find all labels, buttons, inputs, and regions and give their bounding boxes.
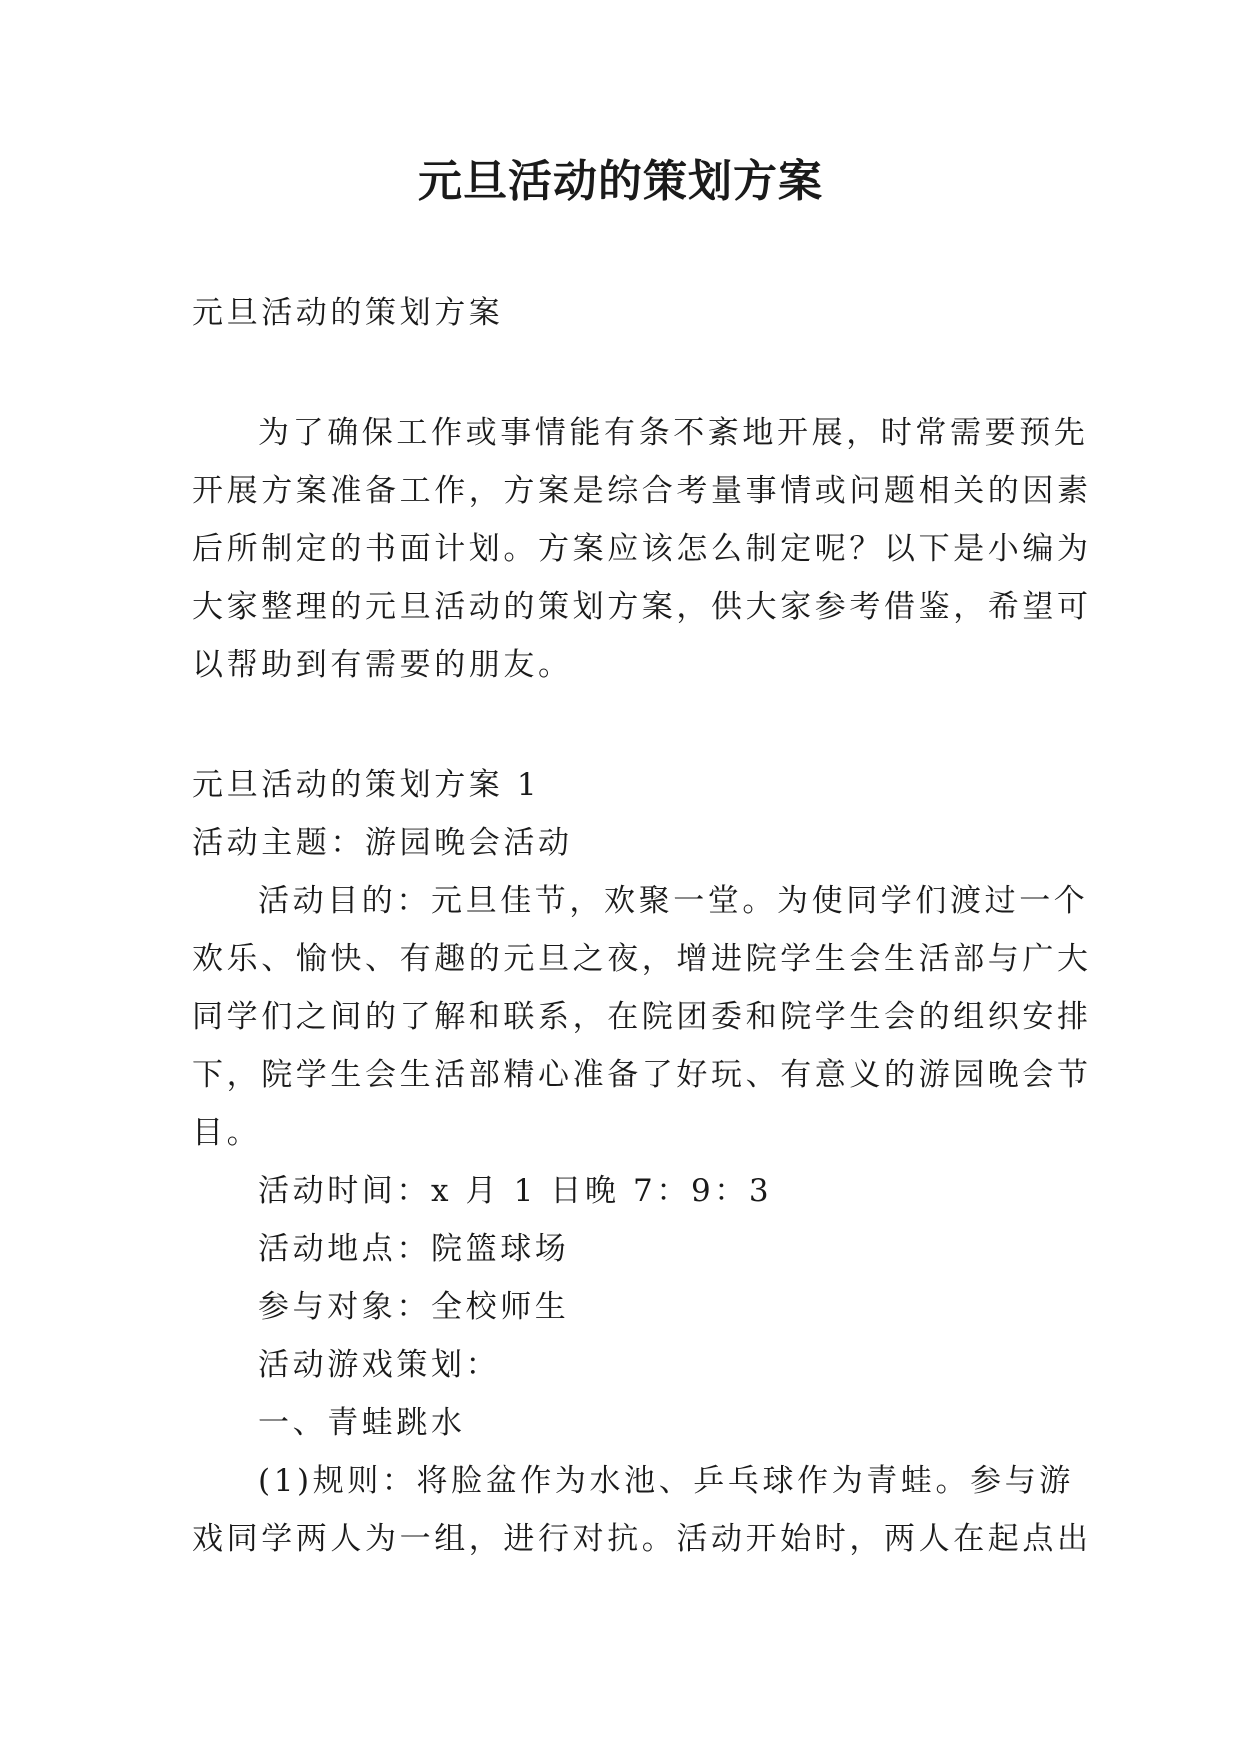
activity-participants: 参与对象：全校师生 xyxy=(258,1289,570,1325)
intro-line-2: 开展方案准备工作，方案是综合考量事情或问题相关的因素 xyxy=(192,473,1092,509)
intro-line-3: 后所制定的书面计划。方案应该怎么制定呢？以下是小编为 xyxy=(192,531,1092,567)
game-1-rule-line-2: 戏同学两人为一组，进行对抗。活动开始时，两人在起点出 xyxy=(192,1521,1092,1557)
document-title: 元旦活动的策划方案 xyxy=(418,156,823,207)
section-heading: 元旦活动的策划方案 1 xyxy=(192,767,541,803)
activity-theme: 活动主题：游园晚会活动 xyxy=(192,825,573,861)
purpose-line-5: 目。 xyxy=(192,1115,262,1151)
intro-line-4: 大家整理的元旦活动的策划方案，供大家参考借鉴，希望可 xyxy=(192,589,1092,625)
intro-line-1: 为了确保工作或事情能有条不紊地开展，时常需要预先 xyxy=(258,415,1089,451)
game-1-rule-line-1: (1)规则：将脸盆作为水池、乒乓球作为青蛙。参与游 xyxy=(258,1463,1074,1499)
document-subtitle: 元旦活动的策划方案 xyxy=(192,295,504,331)
games-heading: 活动游戏策划： xyxy=(258,1347,501,1383)
intro-line-5: 以帮助到有需要的朋友。 xyxy=(192,647,573,683)
purpose-line-2: 欢乐、愉快、有趣的元旦之夜，增进院学生会生活部与广大 xyxy=(192,941,1092,977)
activity-location: 活动地点：院篮球场 xyxy=(258,1231,570,1267)
purpose-line-1: 活动目的：元旦佳节，欢聚一堂。为使同学们渡过一个 xyxy=(258,883,1089,919)
purpose-line-3: 同学们之间的了解和联系，在院团委和院学生会的组织安排 xyxy=(192,999,1092,1035)
purpose-line-4: 下，院学生会生活部精心准备了好玩、有意义的游园晚会节 xyxy=(192,1057,1092,1093)
game-1-title: 一、青蛙跳水 xyxy=(258,1405,466,1441)
activity-time: 活动时间：x 月 1 日晚 7：9：3 xyxy=(258,1173,773,1209)
